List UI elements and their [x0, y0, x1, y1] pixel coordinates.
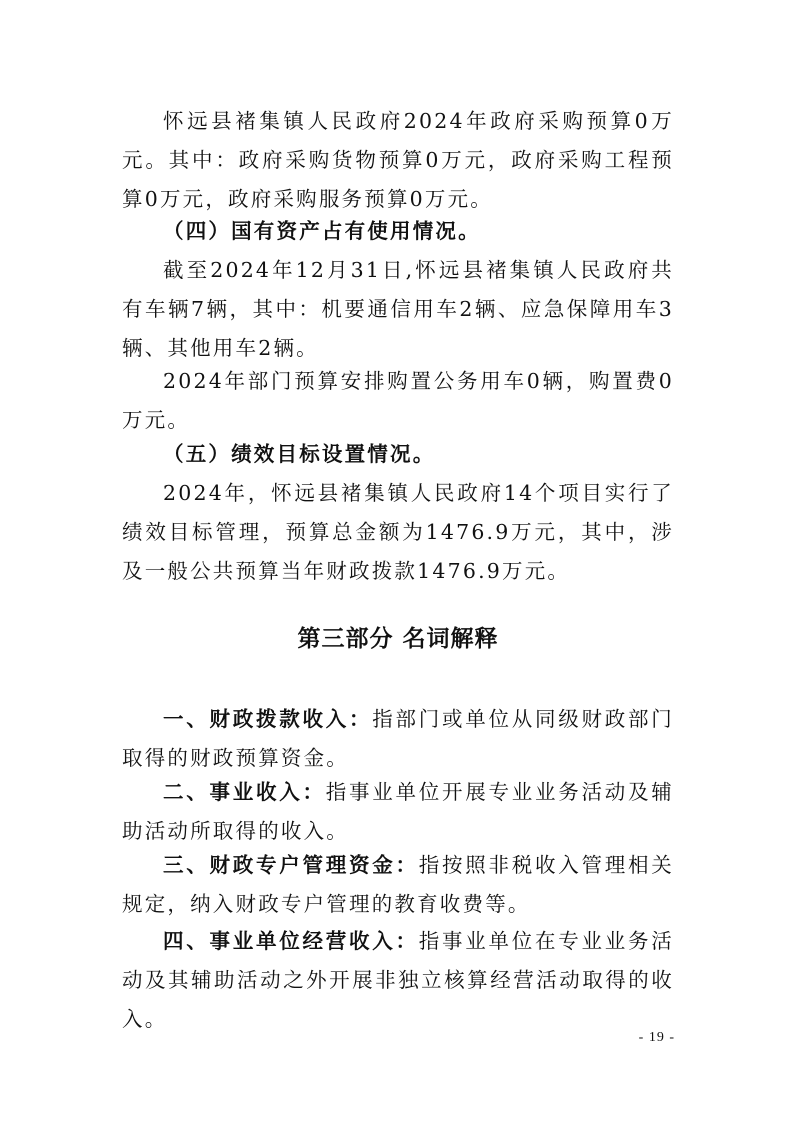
definition-item: [122, 922, 674, 1039]
definition-term: 一、财政拨款收入：: [163, 707, 373, 731]
definition-text: 指事业单位开展专业业务活动及辅助活动所取得的收入。: [122, 780, 674, 843]
definition-term: 四、事业单位经营收入：: [163, 929, 419, 953]
performance-heading: （五）绩效目标设置情况。: [163, 442, 436, 466]
performance-paragraph: 2024年，怀远县褚集镇人民政府14个项目实行了绩效目标管理，预算总金额为1476.9万元，其中，涉及一般公共预算当年财政拨款1476.9万元。: [122, 481, 674, 583]
definition-term: 三、财政专户管理资金：: [163, 853, 419, 877]
definition-item: [122, 773, 674, 851]
part-title: 第三部分 名词解释: [297, 626, 499, 652]
definition-item: [122, 700, 674, 778]
definition-text: 指部门或单位从同级财政部门取得的财政预算资金。: [122, 707, 674, 770]
definition-text: 指事业单位在专业业务活动及其辅助活动之外开展非独立核算经营活动取得的收入。: [122, 929, 675, 1031]
definition-text: 指按照非税收入管理相关规定，纳入财政专户管理的教育收费等。: [122, 853, 675, 916]
assets-paragraph: 截至2024年12月31日,怀远县褚集镇人民政府共有车辆7辆，其中：机要通信用车2辆、应急保障用车3辆、其他用车2辆。: [122, 258, 674, 360]
assets-heading: （四）国有资产占有使用情况。: [163, 219, 481, 243]
definition-term: 二、事业收入：: [163, 780, 326, 804]
page-number: - 19 -: [638, 1030, 675, 1045]
procurement-paragraph: 怀远县褚集镇人民政府2024年政府采购预算0万元。其中：政府采购货物预算0万元，政府采购工程预算0万元，政府采购服务预算0万元。: [122, 109, 674, 211]
definition-item: [122, 846, 674, 924]
vehicle-purchase-paragraph: 2024年部门预算安排购置公务用车0辆，购置费0万元。: [122, 369, 674, 432]
